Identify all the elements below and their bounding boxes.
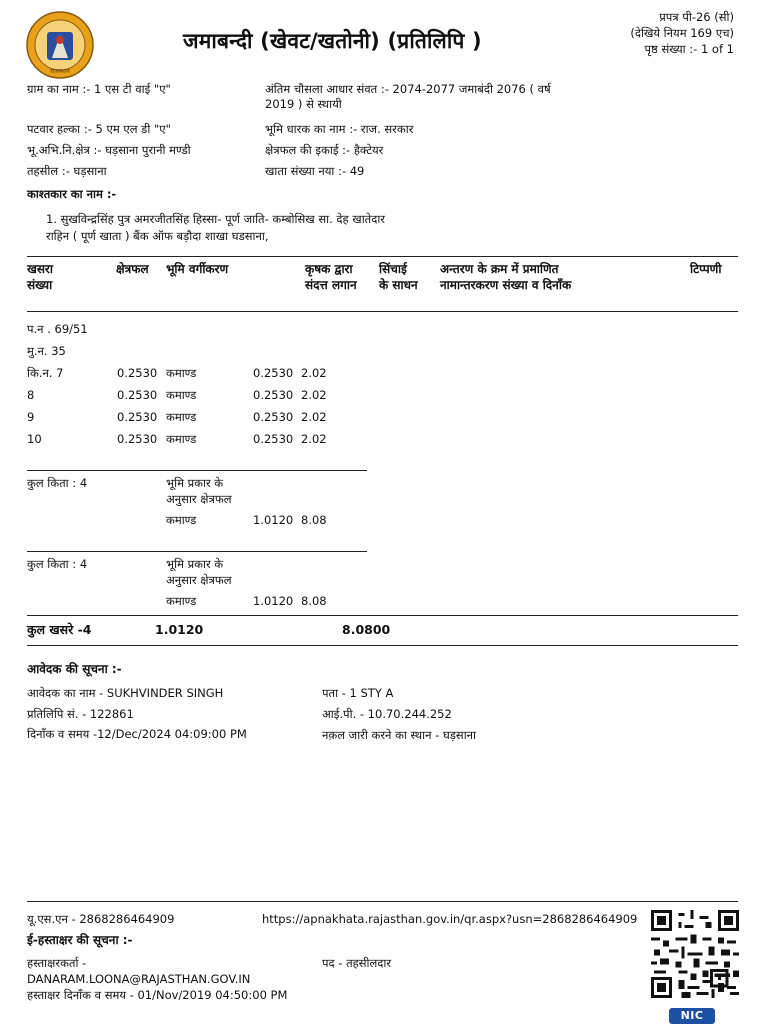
document-title: जमाबन्दी (खेवट/खतोनी) (प्रतिलिपि )	[183, 29, 482, 53]
row-class-area: 0.2530	[253, 366, 294, 380]
row-class: कमाण्ड	[166, 388, 197, 402]
header-khasra: खसरा संख्या	[27, 262, 53, 293]
subtotal-class: कमाण्ड	[166, 594, 197, 608]
page-number: पृष्ठ संख्या :- 1 of 1	[644, 42, 734, 56]
grand-total-area: 1.0120	[155, 622, 204, 637]
last-settlement: अंतिम चौसला आधार संवत :- 2074-2077 जमाबंदी 2076 ( वर्ष	[265, 82, 551, 96]
account-number: खाता संख्या नया :- 49	[265, 164, 365, 178]
svg-text:राजस्थान: राजस्थान	[50, 68, 70, 75]
verification-url[interactable]: https://apnakhata.rajasthan.gov.in/qr.aspx?usn=2868286464909	[262, 912, 638, 926]
header-remarks: टिप्पणी	[690, 262, 722, 276]
applicant-address: पता - 1 STY A	[322, 686, 394, 700]
issue-datetime: दिनाँक व समय -12/Dec/2024 04:09:00 PM	[27, 727, 247, 741]
row-khasra: 8	[27, 388, 35, 402]
sign-datetime: हस्ताक्षर दिनाँक व समय - 01/Nov/2019 04:50:00 PM	[27, 988, 288, 1002]
land-record-area: भू.अभि.नि.क्षेत्र :- घड़साना पुरानी मण्डी	[27, 143, 191, 157]
usn-number: यू.एस.एन - 2868286464909	[27, 912, 175, 926]
issue-place: नक़ल जारी करने का स्थान - घड़साना	[322, 728, 477, 742]
cultivator-heading: काश्तकार का नाम :-	[27, 187, 117, 201]
total-bottom-rule	[27, 645, 738, 646]
mutation-number: मु.न. 35	[27, 344, 66, 358]
rajasthan-govt-seal	[25, 10, 95, 80]
row-class-area: 0.2530	[253, 410, 294, 424]
footer-rule	[27, 901, 738, 902]
grand-total-label: कुल खसरे -4	[27, 622, 92, 637]
village-name: ग्राम का नाम :- 1 एस टी वाई "ए"	[27, 82, 171, 96]
row-class: कमाण्ड	[166, 410, 197, 424]
header-classification: भूमि वर्गीकरण	[166, 262, 229, 276]
ip-address: आई.पी. - 10.70.244.252	[322, 707, 452, 721]
table-header-rule	[27, 311, 738, 312]
subtotal-area: 1.0120	[253, 513, 294, 527]
row-area: 0.2530	[117, 410, 158, 424]
subtotal-class: कमाण्ड	[166, 513, 197, 527]
patwar-circle: पटवार हल्का :- 5 एम एल डी "ए"	[27, 122, 171, 136]
row-rent: 2.02	[301, 410, 327, 424]
row-area: 0.2530	[117, 432, 158, 446]
total-top-rule	[27, 615, 738, 616]
row-area: 0.2530	[117, 388, 158, 402]
header-rent: कृषक द्वारा संदत्त लगान	[305, 262, 357, 293]
copy-number: प्रतिलिपि सं. - 122861	[27, 707, 134, 721]
nic-logo: NIC	[669, 1008, 715, 1024]
row-rent: 2.02	[301, 388, 327, 402]
subtotal-rule	[27, 551, 367, 552]
subtotal-count: कुल किता : 4	[27, 476, 88, 490]
subtotal-count: कुल किता : 4	[27, 557, 88, 571]
row-class: कमाण्ड	[166, 432, 197, 446]
table-top-rule	[27, 256, 738, 257]
signer-label: हस्ताक्षरकर्ता -	[27, 956, 87, 970]
esign-heading: ई-हस्ताक्षर की सूचना :-	[27, 933, 133, 947]
header-area: क्षेत्रफल	[116, 262, 149, 276]
form-number: प्रपत्र पी-26 (सी)	[659, 10, 734, 24]
header-mutation: अन्तरण के क्रम में प्रमाणित नामान्तरकरण संख्या व दिनाँक	[440, 262, 572, 293]
subtotal-label: भूमि प्रकार के अनुसार क्षेत्रफल	[166, 557, 232, 587]
applicant-heading: आवेदक की सूचना :-	[27, 662, 122, 676]
row-class: कमाण्ड	[166, 366, 197, 380]
row-khasra: कि.न. 7	[27, 366, 64, 380]
applicant-name: आवेदक का नाम - SUKHVINDER SINGH	[27, 686, 224, 700]
last-settlement-cont: 2019 ) से स्थायी	[265, 97, 342, 111]
tehsil: तहसील :- घड़साना	[27, 164, 107, 178]
grand-total-rent: 8.0800	[342, 622, 391, 637]
area-unit: क्षेत्रफल की इकाई :- हैक्टेयर	[265, 143, 384, 157]
subtotal-label: भूमि प्रकार के अनुसार क्षेत्रफल	[166, 476, 232, 506]
cultivator-line-1: 1. सुखविन्द्रसिंह पुत्र अमरजीतसिंह हिस्सा- पूर्ण जाति- कम्बोसिख सा. देह खातेदार	[46, 212, 386, 226]
signer-post: पद - तहसीलदार	[322, 956, 392, 970]
row-class-area: 0.2530	[253, 388, 294, 402]
subtotal-area: 1.0120	[253, 594, 294, 608]
rule-reference: (देखिये नियम 169 एच)	[630, 26, 734, 40]
row-khasra: 10	[27, 432, 42, 446]
subtotal-rent: 8.08	[301, 594, 327, 608]
qr-code-icon	[650, 910, 740, 998]
land-holder: भूमि धारक का नाम :- राज. सरकार	[265, 122, 414, 136]
subtotal-rent: 8.08	[301, 513, 327, 527]
row-area: 0.2530	[117, 366, 158, 380]
row-khasra: 9	[27, 410, 35, 424]
row-rent: 2.02	[301, 366, 327, 380]
cultivator-line-2: राहिन ( पूर्ण खाता ) बैंक ऑफ बड़ौदा शाखा घडसाना,	[46, 229, 269, 243]
subtotal-rule	[27, 470, 367, 471]
plot-number: प.न . 69/51	[27, 322, 88, 336]
row-rent: 2.02	[301, 432, 327, 446]
row-class-area: 0.2530	[253, 432, 294, 446]
signer-email: DANARAM.LOONA@RAJASTHAN.GOV.IN	[27, 972, 251, 986]
header-irrigation: सिंचाई के साधन	[379, 262, 418, 293]
